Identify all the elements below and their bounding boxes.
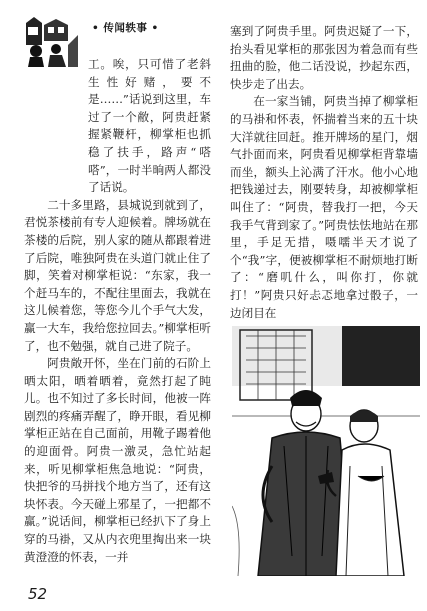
ink-illustration xyxy=(232,326,420,576)
paragraph: 塞到了阿贵手里。阿贵迟疑了一下，抬头看见掌柜的那张因为着急而有些扭曲的脸，他二话没说，抄起东西，快步走了出去。 xyxy=(230,24,418,91)
right-text-column xyxy=(230,23,418,322)
paragraph: 在一家当铺，阿贵当掉了柳掌柜的马褂和怀表，怀揣着当来的五十块大洋就往回赶。推开牌场的星门，烟气扑面而来，阿贵看见柳掌柜背靠墙而坐，额头上沁满了汗水。他小心地把钱递过去，刚要转身，却被柳掌柜叫住了：“阿贵，替我打一把，今天我手气背到家了。”阿贵怯怯地站在那里，手足无措，嗫嚅半天才说了个“我”字，便被柳掌柜不耐烦地打断了：“磨叽什么，叫你打，你就打！”阿贵只好忐忑地拿过骰子，一边闭目在 xyxy=(230,94,418,320)
paragraph: 二十多里路，县城说到就到了，君悦茶楼前有专人迎候着。牌场就在茶楼的后院，别人家的随从都跟着进了后院，唯独阿贵在头道门就止住了脚，笑着对柳掌柜说：“东家，我一个赶马车的，不配往里面去，我就在这儿候着您，等您今儿个手气大发，赢一大车，我给您拉回去。”柳掌柜听了，也不勉强，就自己进了院子。 xyxy=(24,197,211,353)
section-header: • 传闻轶事 • xyxy=(92,22,159,34)
page-number: 52 xyxy=(28,585,48,603)
paragraph: 阿贵敞开怀，坐在门前的石阶上晒太阳，晒着晒着，竟然打起了盹儿。也不知过了多长时间，他被一阵剧烈的疼痛弄醒了，睁开眼，看见柳掌柜正站在自己面前，用靴子踢着他的迎面骨。阿贵一激灵，急忙站起来，听见柳掌柜焦急地说：“阿贵，快把爷的马拼找个地方当了，还有这块怀表。今天碰上邪星了，一把都不赢。”说话间，柳掌柜已经扒下了身上穿的马褂，又从内衣兜里掏出来一块黄澄澄的怀表，一并 xyxy=(24,356,211,564)
left-text-column xyxy=(24,56,211,566)
paragraph: 工。唉，只可惜了老斜生性好赌，要不是……”话说到这里，车过了一个敝，阿贵赶紧握紧鞭杆，柳掌柜也抓稳了扶手，路声“嗒嗒”，一时半晌两人都没了话说。 xyxy=(88,57,211,195)
